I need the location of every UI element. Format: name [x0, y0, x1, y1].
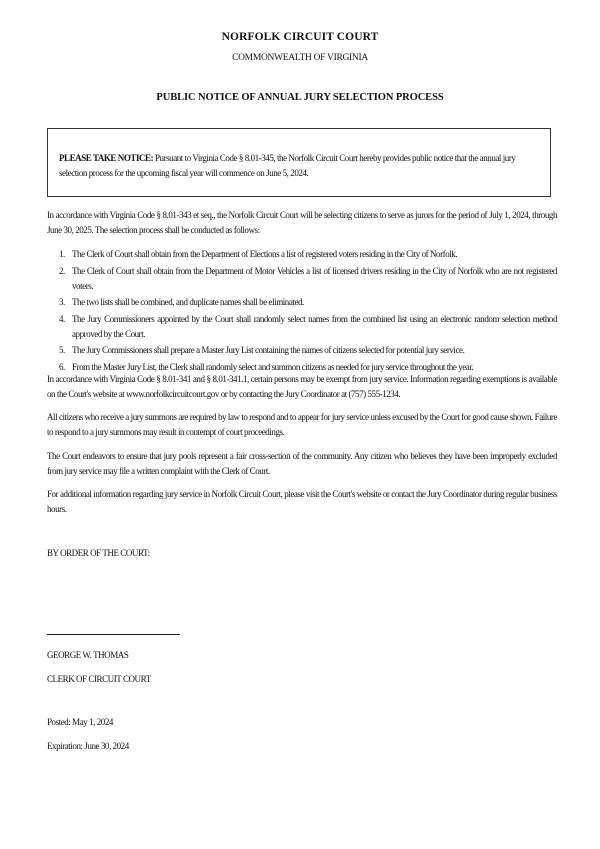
notice-text: Pursuant to Virginia Code § 8.01-345, the Norfolk Circuit Court hereby provides public notice that the annual jury selection process for the upcoming fiscal year will commence on June 5, 2024. [59, 153, 516, 178]
list-item-text: The two lists shall be combined, and duplicate names shall be eliminated. [72, 297, 304, 307]
list-item-number: 1. [59, 249, 65, 259]
exemptions-paragraph: In accordance with Virginia Code § 8.01-341 and § 8.01-341.1, certain persons may be exempt from jury service. Information regarding exemptions is available on the Court's website at www.norfolkcircuitcourt.gov or by contacting the Jury Coordinator at (757) 555-1234. [47, 374, 557, 399]
expiration-date: Expiration: June 30, 2024 [47, 741, 129, 751]
notice-box [47, 128, 551, 197]
list-item-text: The Clerk of Court shall obtain from the Department of Elections a list of registered voters residing in the City of Norfolk. [72, 249, 458, 259]
contact-paragraph: For additional information regarding jury service in Norfolk Circuit Court, please visit the Court's website or contact the Jury Coordinator during regular business hours. [47, 489, 557, 514]
cross-section-paragraph: The Court endeavors to ensure that jury pools represent a fair cross-section of the community. Any citizen who believes they have been improperly excluded from jury service may file a written complaint with the Clerk of Court. [47, 451, 557, 476]
list-item [47, 264, 557, 294]
summons-paragraph: All citizens who receive a jury summons are required by law to respond and to appear for jury service unless excused by the Court for good cause shown. Failure to respond to a jury summons may result in contempt of court proceedings. [47, 412, 557, 437]
intro-paragraph: In accordance with Virginia Code § 8.01-343 et seq., the Norfolk Circuit Court will be selecting citizens to serve as jurors for the period of July 1, 2024, through June 30, 2025. The selection process shall be conducted as follows: [47, 210, 557, 235]
list-item-number: 5. [59, 345, 65, 355]
signature-line [47, 634, 180, 635]
list-item-number: 2. [59, 265, 65, 276]
commonwealth-subtitle: COMMONWEALTH OF VIRGINIA [232, 53, 368, 63]
list-item-text: From the Master Jury List, the Clerk shall randomly select and summon citizens as needed for jury service throughout the year. [72, 361, 474, 372]
list-item-number: 4. [59, 313, 65, 324]
notice-title: PUBLIC NOTICE OF ANNUAL JURY SELECTION PROCESS [156, 92, 444, 103]
signer-title: CLERK OF CIRCUIT COURT [47, 674, 151, 684]
by-order-line: BY ORDER OF THE COURT: [47, 548, 150, 558]
court-name: NORFOLK CIRCUIT COURT [221, 31, 379, 43]
list-item-text: The Jury Commissioners shall prepare a Master Jury List containing the names of citizens selected for potential jury service. [72, 345, 465, 355]
list-item-text: The Jury Commissioners appointed by the Court shall randomly select names from the combined list using an electronic random selection method approved by the Court. [72, 313, 557, 339]
list-item [47, 247, 557, 262]
notice-lead: PLEASE TAKE NOTICE: [59, 153, 154, 163]
posted-date: Posted: May 1, 2024 [47, 717, 113, 727]
list-item-number: 6. [59, 361, 65, 372]
signer-name: GEORGE W. THOMAS [47, 650, 129, 660]
selection-steps-list [47, 247, 557, 376]
list-item-text: The Clerk of Court shall obtain from the Department of Motor Vehicles a list of licensed drivers residing in the City of Norfolk who are not registered voters. [72, 265, 557, 291]
list-item [47, 295, 557, 310]
list-item-number: 3. [59, 297, 65, 307]
list-item [47, 343, 557, 358]
list-item [47, 312, 557, 342]
